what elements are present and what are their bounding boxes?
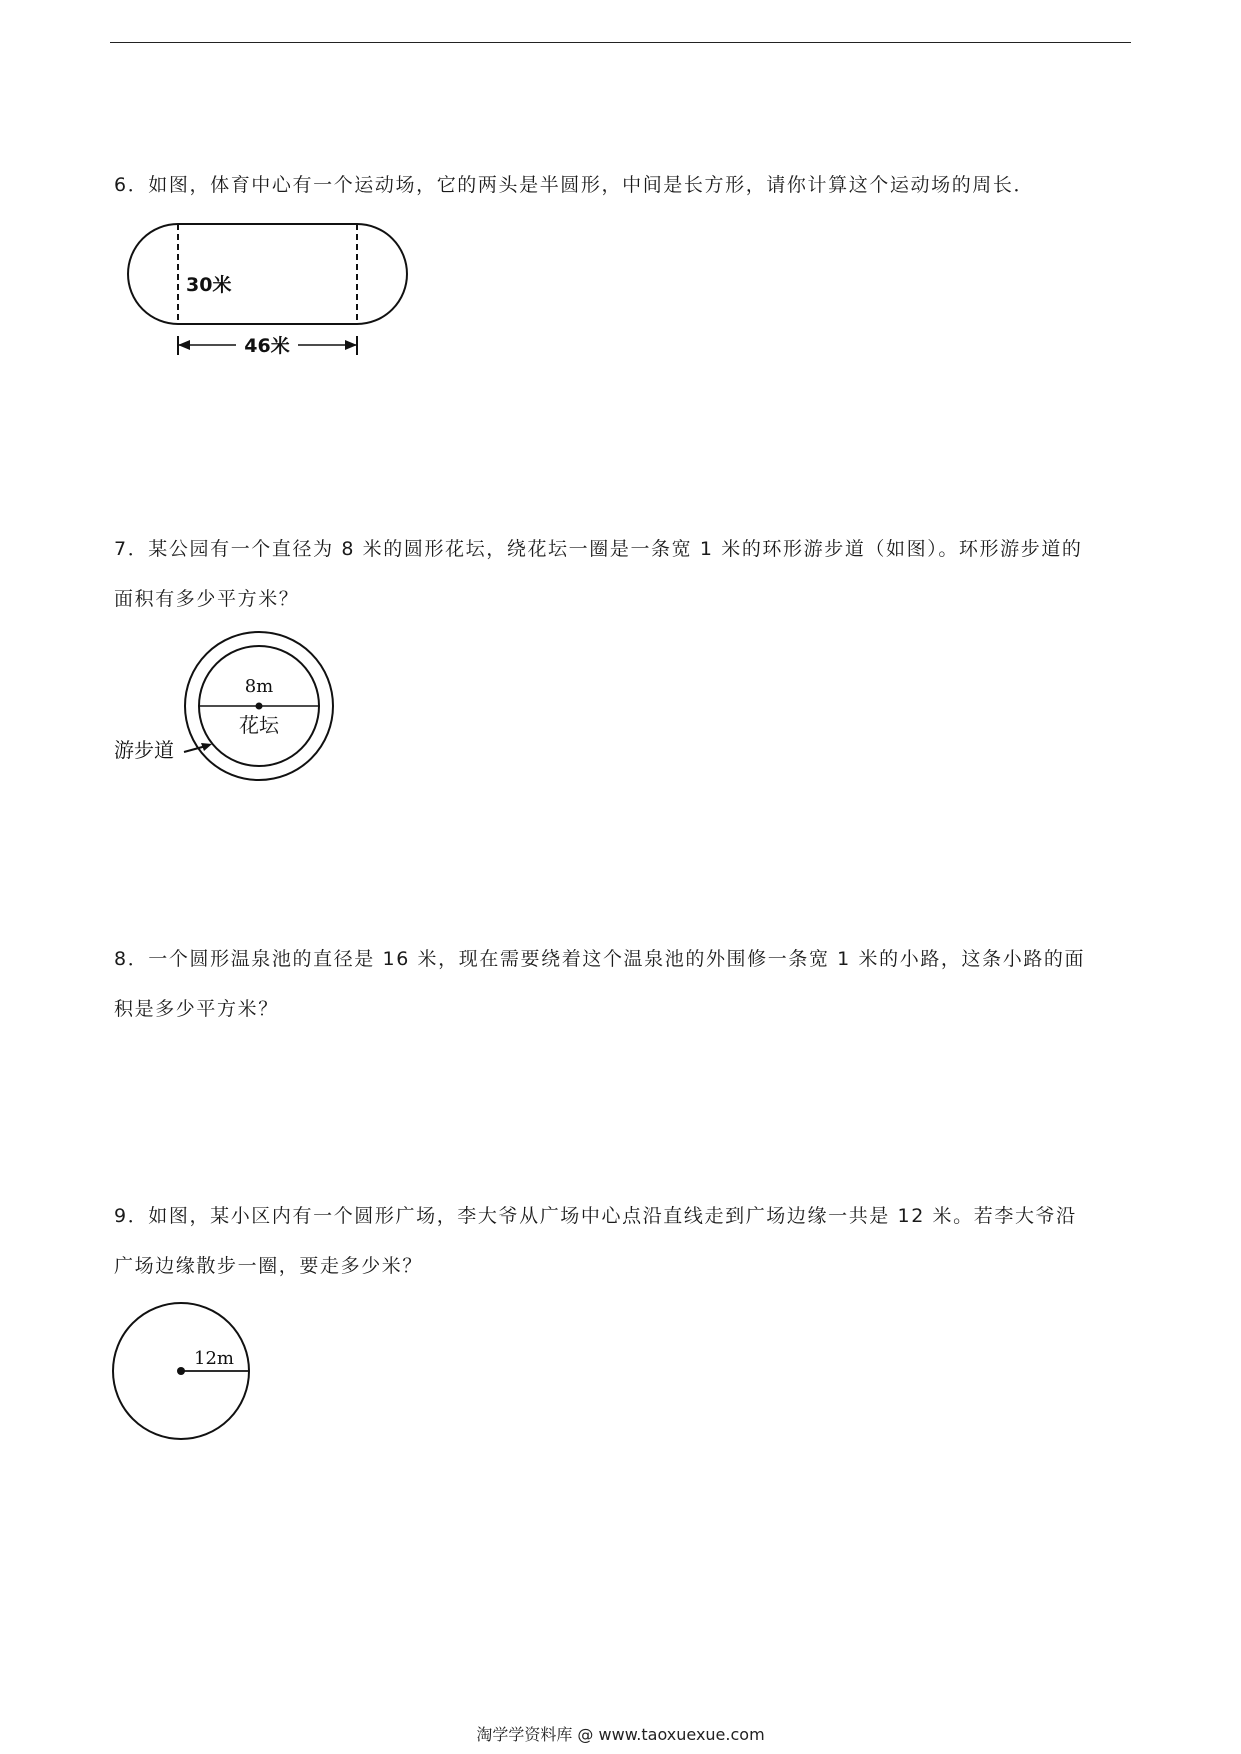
question-7: [114, 524, 1130, 624]
plaza-center-point: [177, 1367, 185, 1375]
question-7-figure: [114, 630, 354, 790]
diameter-label: 8m: [244, 676, 274, 697]
radius-label: 12m: [194, 1348, 234, 1369]
length-arrow-left-head: [178, 340, 190, 350]
footer-watermark: 淘学学资料库 @ www.taoxuexue.com: [476, 1725, 765, 1744]
question-6-figure: [114, 218, 424, 368]
walkway-label: 游步道: [114, 738, 174, 762]
walkway-pointer-head: [201, 743, 212, 751]
flower-bed-label: 花坛: [239, 713, 279, 737]
length-label: 46米: [244, 335, 290, 357]
stadium-diagram: [114, 218, 424, 368]
question-7-text-line-2: 面积有多少平方米？: [114, 588, 300, 610]
question-8-text-line-2: 积是多少平方米？: [114, 998, 279, 1020]
question-9-text-line-1: 9．如图，某小区内有一个圆形广场，李大爷从广场中心点沿直线走到广场边缘一共是 12 米。若李大爷沿: [114, 1205, 1077, 1227]
stadium-outline: [128, 224, 407, 324]
question-6: [114, 160, 1130, 210]
question-9-figure: [110, 1300, 260, 1445]
flower-bed-diagram: [114, 630, 354, 790]
plaza-diagram: [110, 1300, 260, 1445]
question-9-text-line-2: 广场边缘散步一圈，要走多少米？: [114, 1255, 424, 1277]
header-rule: [110, 42, 1131, 43]
width-label: 30米: [186, 274, 232, 296]
question-8-text-line-1: 8．一个圆形温泉池的直径是 16 米，现在需要绕着这个温泉池的外围修一条宽 1 米的小路，这条小路的面: [114, 948, 1086, 970]
center-point: [256, 703, 263, 710]
question-7-text-line-1: 7．某公园有一个直径为 8 米的圆形花坛，绕花坛一圈是一条宽 1 米的环形游步道（如图）。环形游步道的: [114, 538, 1083, 560]
question-6-text: 6．如图，体育中心有一个运动场，它的两头是半圆形，中间是长方形，请你计算这个运动场的周长．: [114, 174, 1035, 196]
length-arrow-right-head: [345, 340, 357, 350]
question-9: [114, 1191, 1130, 1291]
question-8: [114, 934, 1130, 1034]
